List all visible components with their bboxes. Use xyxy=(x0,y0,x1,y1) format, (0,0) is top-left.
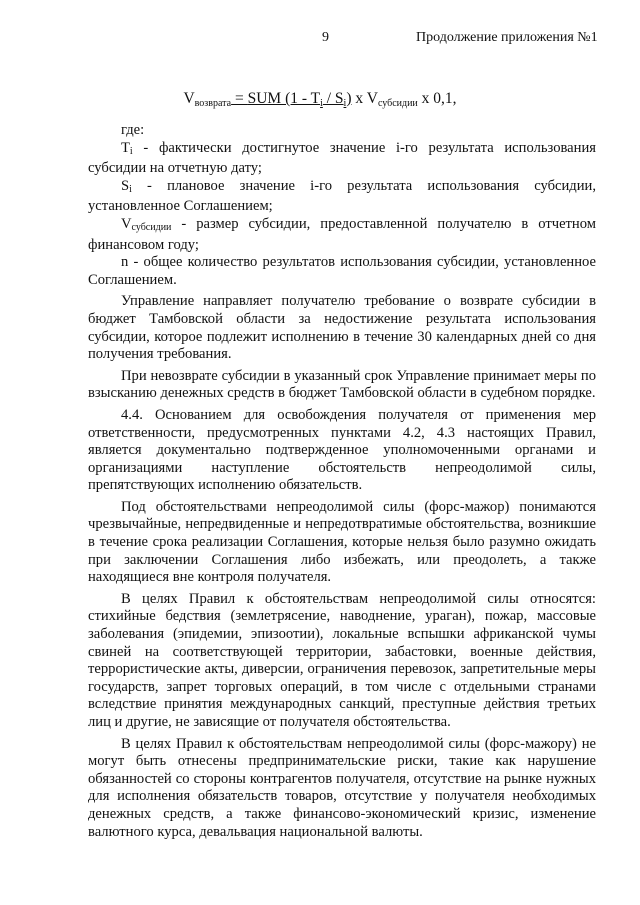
legend-v-var: V xyxy=(121,215,132,232)
legend-s-sub: i xyxy=(129,183,132,195)
legend-t-text: - фактически достигнутое значение i-го результата использования субсидии на отчетную дату; xyxy=(88,139,596,177)
formula-t-sub: i xyxy=(320,98,323,109)
formula-times: x xyxy=(351,90,367,107)
body-text xyxy=(88,122,596,841)
legend-s-var: S xyxy=(121,177,130,194)
legend-v xyxy=(88,216,596,254)
legend-n: n - общее количество результатов использования субсидии, установленное Соглашением. xyxy=(88,254,596,288)
paragraph-force-majeure-exclusions: В целях Правил к обстоятельствам непреодолимой силы (форс-мажору) не могут быть отнесены предпринимательские риски, такие как нарушение обязанностей со стороны контрагентов получателя, отсутствие на рынке нужных для исполнения обязательств товаров, отсутствие у получателя необходимых денежных средств, а также финансово-экономический кризис, изменение валютного курса, девальвация национальной валюты. xyxy=(88,735,596,840)
legend-t-var: T xyxy=(121,139,130,156)
formula-v2-var: V xyxy=(366,90,378,107)
legend-v-sub: субсидии xyxy=(131,221,172,233)
formula-s-sub: i xyxy=(343,98,347,109)
paragraph-4-4: 4.4. Основанием для освобождения получателя от применения мер ответственности, предусмотренных пунктами 4.2, 4.3 настоящих Правил, является документально подтвержденное уполномоченными органами и организациями наступление обстоятельств непреодолимой силы, препятствующих исполнению обязательств. xyxy=(88,406,596,494)
legend-v-text: - размер субсидии, предоставленной получателю в отчетном финансовом году; xyxy=(88,215,596,253)
formula-tail: x 0,1, xyxy=(417,90,457,107)
legend-intro: где: xyxy=(121,122,145,138)
legend-s xyxy=(88,178,596,216)
paragraph-force-majeure-definition: Под обстоятельствами непреодолимой силы (форс-мажор) понимаются чрезвычайные, непредвиденные и непредотвратимые обстоятельства, возникшие в течение срока реализации Соглашения, которые нельзя было разумно ожидать при заключении Соглашения либо избежать, или преодолеть, а также находящиеся вне контроля получателя. xyxy=(88,498,596,586)
formula-sum-part1: SUM (1 - T xyxy=(247,90,321,107)
formula-lhs-sub: возврата xyxy=(194,98,232,109)
paragraph-force-majeure-list: В целях Правил к обстоятельствам непреодолимой силы относятся: стихийные бедствия (землетрясение, наводнение, ураган), пожар, массовые заболевания (эпидемии, эпизоотии), локальные вспышки африканской чумы свиней на соответствующей территории, забастовки, военные действия, террористические акты, диверсии, ограничения перевозок, запретительные меры государств, запрет торговых операций, в том числе с отдельными странами вследствие принятия международных санкций, преступные действия третьих лиц и другие, не зависящие от получателя обстоятельства. xyxy=(88,590,596,730)
appendix-continuation-label: Продолжение приложения №1 xyxy=(416,30,598,45)
legend-t xyxy=(88,140,596,178)
legend-t-sub: i xyxy=(129,145,133,157)
page-number: 9 xyxy=(322,30,329,45)
formula-sum-part3: ) xyxy=(346,90,352,107)
formula-v2-sub: субсидии xyxy=(377,98,418,109)
paragraph-non-return: При невозврате субсидии в указанный срок Управление принимает меры по взысканию денежных средств в бюджет Тамбовской области в судебном порядке. xyxy=(88,367,596,402)
formula-lhs-var: V xyxy=(183,90,195,107)
formula-sum-part2: / S xyxy=(322,90,344,107)
refund-formula xyxy=(0,90,640,109)
legend-s-text: - плановое значение i-го результата использования субсидии, установленное Соглашением; xyxy=(88,177,596,215)
paragraph-refund-request: Управление направляет получателю требование о возврате субсидии в бюджет Тамбовской области за недостижение результата использования субсидии, которое подлежит исполнению в течение 30 календарных дней со дня получения требования. xyxy=(88,293,596,363)
formula-eq: = xyxy=(231,90,248,107)
